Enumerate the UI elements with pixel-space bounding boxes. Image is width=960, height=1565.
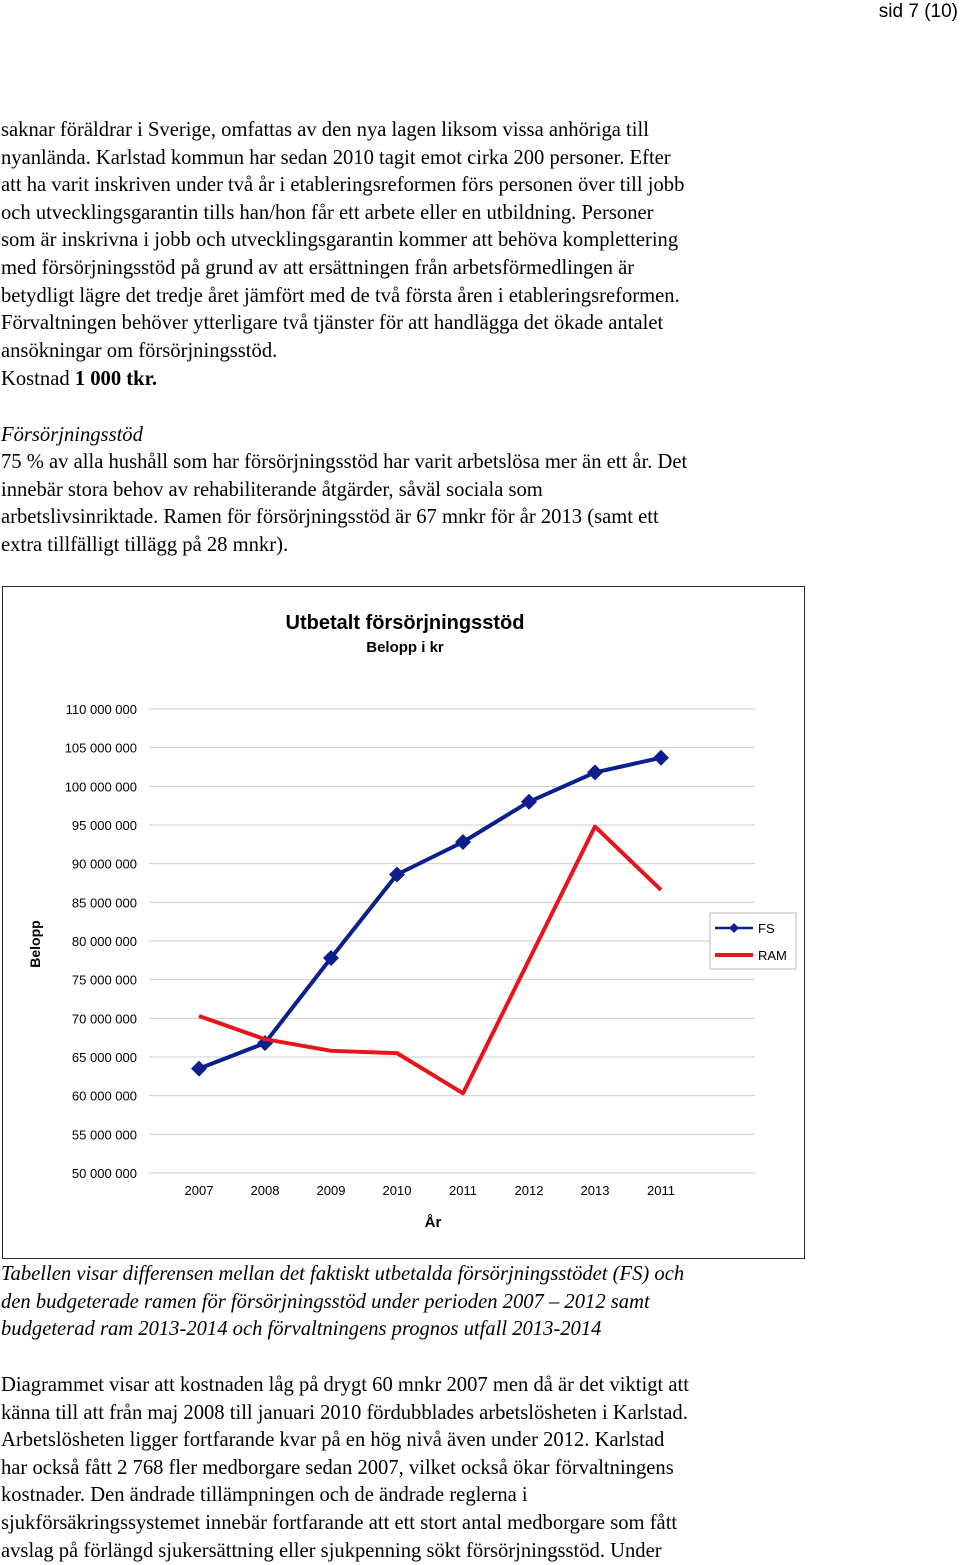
x-tick-label: 2012 (514, 1183, 544, 1198)
x-tick-label: 2010 (382, 1183, 412, 1198)
x-tick-label: 2009 (316, 1183, 346, 1198)
cost-label: Kostnad (1, 368, 75, 390)
data-point (191, 1061, 207, 1077)
fs-paragraph: 75 % av alla hushåll som har försörjningsstöd har varit arbetslösa mer än ett år. Det innebär stora behov av rehabiliterande åtgärder, såväl sociala som arbetslivsinriktade. Ramen för försörjningsstöd är 67 mnkr för år 2013 (samt ett extra tillfälligt tillägg på 28 mnkr). (1, 451, 688, 556)
x-tick-label: 2011 (647, 1183, 675, 1198)
x-axis-label: År (424, 1214, 442, 1231)
y-gridlines (149, 709, 755, 1173)
x-tick-label: 2011 (449, 1183, 477, 1198)
cost-line (1, 366, 956, 394)
chart-series (191, 750, 669, 1094)
y-tick-label: 70 000 000 (71, 1011, 137, 1027)
x-tick-label: 2008 (250, 1183, 280, 1198)
intro-paragraph: saknar föräldrar i Sverige, omfattas av den nya lagen liksom vissa anhöriga till nyanlända. Karlstad kommun har sedan 2010 tagit emot cirka 200 personer. Efter att ha varit inskriven under två år i etableringsreformen förs personen över till jobb och utvecklingsgarantin tills han/hon får ett arbete eller en utbildning. Personer som är inskrivna i jobb och utvecklingsgarantin kommer att behöva komplettering med försörjningsstöd på grund av att ersättningen från arbetsförmedlingen är betydligt lägre det tredje året jämfört med de två första åren i etableringsreformen. Förvaltningen behöver ytterligare två tjänster för att handlägga det ökade antalet ansökningar om försörjningsstöd. (1, 119, 685, 362)
y-tick-label: 105 000 000 (64, 740, 137, 756)
cost-value: 1 000 tkr. (74, 368, 157, 390)
y-tick-labels (65, 702, 137, 1181)
y-axis-label: Belopp (27, 920, 43, 968)
y-tick-label: 100 000 000 (64, 779, 137, 795)
y-tick-label: 55 000 000 (71, 1127, 137, 1143)
chart-subtitle: Belopp i kr (366, 639, 444, 656)
page-number: sid 7 (10) (878, 1, 958, 22)
y-tick-label: 75 000 000 (71, 972, 137, 988)
data-point (587, 764, 603, 780)
y-tick-label: 60 000 000 (71, 1088, 137, 1104)
series-line-ram (199, 827, 661, 1094)
series-fs (191, 750, 669, 1077)
x-tick-label: 2013 (580, 1183, 610, 1198)
x-tick-labels (185, 1183, 675, 1198)
y-tick-label: 95 000 000 (71, 818, 137, 833)
chart-frame (2, 586, 805, 1259)
chart-legend (710, 913, 796, 969)
y-tick-label: 110 000 000 (65, 702, 137, 717)
closing-paragraph: Diagrammet visar att kostnaden låg på drygt 60 mnkr 2007 men då är det viktigt att känna till att från maj 2008 till januari 2010 fördubblades arbetslösheten i Karlstad. Arbetslösheten ligger fortfarande kvar på en hög nivå även under 2012. Karlstad har också fått 2 768 fler medborgare sedan 2007, vilket också ökar förvaltningens kostnader. Den ändrade tillämpningen och de ändrade reglerna i sjukförsäkringssystemet innebär fortfarande att ett stort antal medborgare som fått avslag på förlängd sjukersättning eller sjukpenning sökt försörjningsstöd. Under (1, 1374, 690, 1562)
chart-title: Utbetalt försörjningsstöd (285, 612, 525, 634)
x-tick-label: 2007 (184, 1183, 214, 1198)
legend-label: RAM (758, 948, 787, 963)
y-tick-label: 50 000 000 (71, 1166, 137, 1181)
y-tick-label: 85 000 000 (71, 895, 137, 911)
chart-caption: Tabellen visar differensen mellan det faktiskt utbetalda försörjningsstödet (FS) och den budgeterade ramen för försörjningsstöd under perioden 2007 – 2012 samt budgeterad ram 2013-2014 och förvaltningens prognos utfall 2013-2014 (1, 1263, 685, 1341)
series-ram (199, 827, 661, 1094)
series-line-fs (199, 758, 661, 1069)
line-chart (3, 587, 804, 1258)
data-point (653, 750, 669, 766)
legend-label: FS (758, 921, 775, 936)
section-heading: Försörjningsstöd (1, 424, 143, 446)
y-tick-label: 65 000 000 (71, 1050, 137, 1065)
y-tick-label: 90 000 000 (71, 856, 137, 872)
y-tick-label: 80 000 000 (71, 934, 137, 949)
